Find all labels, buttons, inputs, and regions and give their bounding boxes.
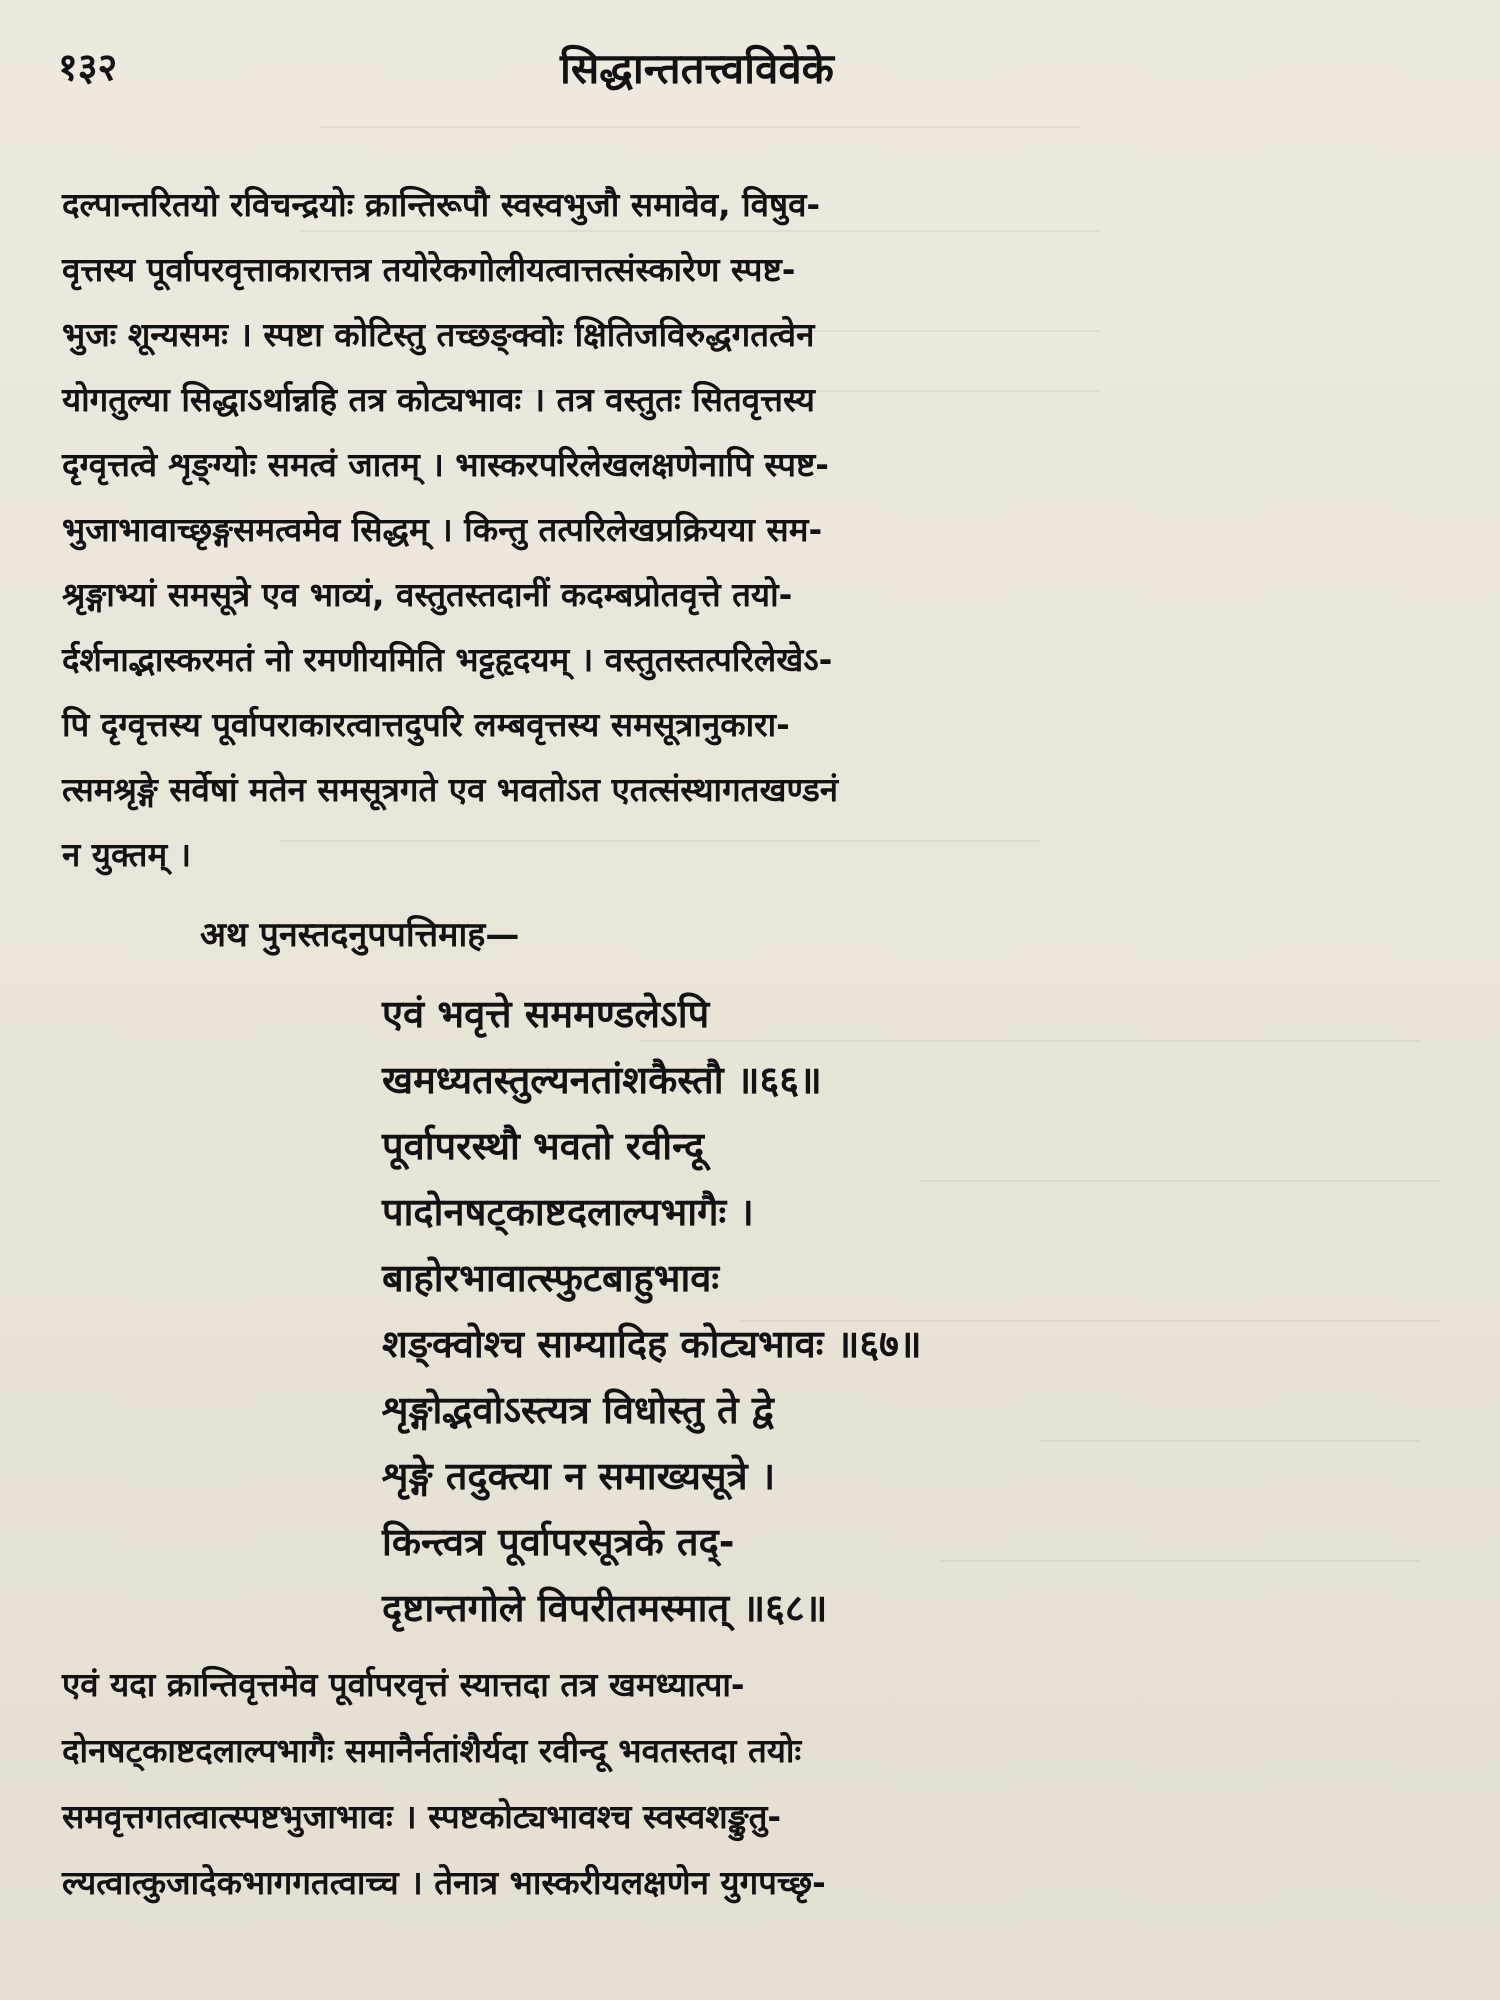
bleed-through-line: [1040, 1440, 1420, 1442]
verse-line: एवं भवृत्ते सममण्डलेऽपि: [382, 992, 710, 1036]
commentary-line: वृत्तस्य पूर्वापरवृत्ताकारात्तत्र तयोरेकगोलीयत्वात्तत्संस्कारेण स्पष्ट-: [62, 250, 796, 289]
commentary-line: दल्पान्तरितयो रविचन्द्रयोः क्रान्तिरूपौ स्वस्वभुजौ समावेव, विषुव-: [62, 185, 821, 224]
commentary-line: पि दृग्वृत्तस्य पूर्वापराकारत्वात्तदुपरि लम्बवृत्तस्य समसूत्रानुकारा-: [62, 705, 790, 744]
commentary-line: र्दर्शनाद्भास्करमतं नो रमणीयमिति भट्टहृदयम् । वस्तुतस्तत्परिलेखेऽ-: [62, 640, 833, 679]
bleed-through-line: [940, 1560, 1420, 1562]
commentary-line: योगतुल्या सिद्धाऽर्थान्नहि तत्र कोट्यभावः । तत्र वस्तुतः सितवृत्तस्य: [62, 380, 815, 419]
verse-line: शङ्क्वोश्च साम्यादिह कोट्यभावः ॥६७॥: [382, 1322, 922, 1366]
running-head: सिद्धान्ततत्त्वविवेके: [560, 44, 834, 93]
commentary-line: ल्यत्वात्कुजादेकभागगतत्वाच्च । तेनात्र भास्करीयलक्षणेन युगपच्छृ-: [62, 1863, 826, 1902]
commentary-line: त्समश्रृङ्गे सर्वेषां मतेन समसूत्रगते एव भवतोऽत एतत्संस्थागतखण्डनं: [62, 770, 839, 809]
verse-line: बाहोरभावात्स्फुटबाहुभावः: [382, 1256, 720, 1300]
bleed-through-line: [640, 1040, 1420, 1042]
commentary-line: श्रृङ्गाभ्यां समसूत्रे एव भाव्यं, वस्तुतस्तदानीं कदम्बप्रोतवृत्ते तयो-: [62, 575, 793, 614]
commentary-line: न युक्तम् ।: [62, 835, 192, 874]
commentary-line: भुजः शून्यसमः । स्पष्टा कोटिस्तु तच्छङ्क्वोः क्षितिजविरुद्धगतत्वेन: [62, 315, 815, 354]
commentary-line: एवं यदा क्रान्तिवृत्तमेव पूर्वापरवृत्तं स्यात्तदा तत्र खमध्यात्पा-: [62, 1665, 745, 1704]
verse-line: पादोनषट्काष्टदलाल्पभागैः ।: [382, 1190, 754, 1234]
bleed-through-line: [920, 1180, 1440, 1182]
bleed-through-line: [280, 840, 1040, 842]
commentary-line: समवृत्तगतत्वात्स्पष्टभुजाभावः । स्पष्टकोट्यभावश्च स्वस्वशङ्कुतु-: [62, 1797, 782, 1836]
verse-line: खमध्यतस्तुल्यनतांशकैस्तौ ॥६६॥: [382, 1058, 822, 1102]
verse-line: पूर्वापरस्थौ भवतो रवीन्दू: [382, 1124, 705, 1168]
commentary-line: दृग्वृत्तत्वे शृङ्ग्योः समत्वं जातम् । भास्करपरिलेखलक्षणेनापि स्पष्ट-: [62, 445, 829, 484]
commentary-line: भुजाभावाच्छृङ्गसमत्वमेव सिद्धम् । किन्तु तत्परिलेखप्रक्रियया सम-: [62, 510, 823, 549]
lead-in: अथ पुनस्तदनुपपत्तिमाह—: [200, 915, 520, 955]
verse-line: किन्त्वत्र पूर्वापरसूत्रके तद्-: [382, 1520, 735, 1564]
commentary-line: दोनषट्काष्टदलाल्पभागैः समानैर्नतांशैर्यदा रवीन्दू भवतस्तदा तयोः: [62, 1731, 802, 1770]
page-number: १३२: [58, 45, 118, 89]
verse-line: शृङ्गे तदुक्त्या न समाख्यसूत्रे ।: [382, 1454, 776, 1498]
bleed-through-line: [300, 230, 1100, 232]
bleed-through-line: [320, 126, 1080, 128]
verse-line: शृङ्गोद्भवोऽस्त्यत्र विधोस्तु ते द्वे: [382, 1388, 774, 1432]
verse-line: दृष्टान्तगोले विपरीतमस्मात् ॥६८॥: [382, 1586, 828, 1630]
